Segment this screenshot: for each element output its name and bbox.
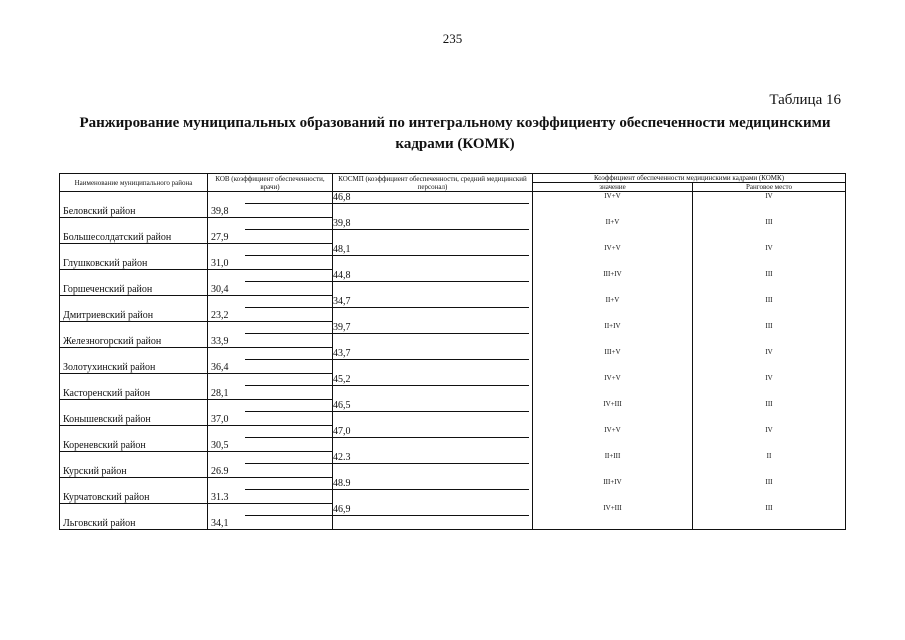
cell-kosmp bbox=[333, 244, 533, 270]
cell-kosmp-text: 47,0 bbox=[245, 426, 529, 438]
cell-kov: 34,1 bbox=[208, 504, 333, 530]
table-row bbox=[60, 400, 846, 426]
cell-kosmp-text: 46,9 bbox=[245, 504, 529, 516]
cell-rank: III bbox=[693, 270, 846, 296]
cell-kosmp-text: 39,8 bbox=[245, 218, 529, 230]
cell-kov: 39,8 bbox=[208, 192, 333, 218]
table-row bbox=[60, 374, 846, 400]
cell-rank: II bbox=[693, 452, 846, 478]
cell-komk-value: II+V bbox=[533, 296, 693, 322]
document-title bbox=[70, 113, 840, 155]
cell-district-name: Курчатовский район bbox=[60, 478, 208, 504]
cell-kov: 27,9 bbox=[208, 218, 333, 244]
cell-kov: 23,2 bbox=[208, 296, 333, 322]
cell-rank: IV bbox=[693, 426, 846, 452]
cell-kosmp-text: 34,7 bbox=[245, 296, 529, 308]
cell-district-name: Глушковский район bbox=[60, 244, 208, 270]
cell-kosmp-text: 48.9 bbox=[245, 478, 529, 490]
cell-komk-value: II+III bbox=[533, 452, 693, 478]
cell-kov: 36,4 bbox=[208, 348, 333, 374]
cell-komk-value: IV+III bbox=[533, 400, 693, 426]
cell-rank: III bbox=[693, 504, 846, 530]
title-line-2: кадрами (КОМК) bbox=[395, 136, 515, 152]
cell-komk-value: IV+V bbox=[533, 192, 693, 218]
cell-kosmp bbox=[333, 270, 533, 296]
table-body bbox=[60, 192, 846, 530]
cell-kov: 33,9 bbox=[208, 322, 333, 348]
cell-kosmp-text: 39,7 bbox=[245, 322, 529, 334]
table-row bbox=[60, 296, 846, 322]
cell-kosmp-text: 48,1 bbox=[245, 244, 529, 256]
title-line-1: Ранжирование муниципальных образований по интегральному коэффициенту обеспеченности медицинскими bbox=[79, 115, 831, 131]
cell-district-name: Касторенский район bbox=[60, 374, 208, 400]
cell-kosmp bbox=[333, 374, 533, 400]
table-row bbox=[60, 270, 846, 296]
table-row bbox=[60, 192, 846, 218]
cell-district-name: Льговский район bbox=[60, 504, 208, 530]
cell-rank: III bbox=[693, 218, 846, 244]
cell-komk-value: IV+V bbox=[533, 426, 693, 452]
cell-komk-value: III+IV bbox=[533, 478, 693, 504]
cell-kosmp-text: 45,2 bbox=[245, 374, 529, 386]
cell-kosmp bbox=[333, 426, 533, 452]
ranking-table bbox=[59, 173, 846, 530]
cell-rank: III bbox=[693, 296, 846, 322]
table-row bbox=[60, 478, 846, 504]
cell-district-name: Беловский район bbox=[60, 192, 208, 218]
cell-kov: 31.3 bbox=[208, 478, 333, 504]
cell-district-name: Железногорский район bbox=[60, 322, 208, 348]
cell-kov: 26.9 bbox=[208, 452, 333, 478]
table-row bbox=[60, 504, 846, 530]
cell-kosmp bbox=[333, 400, 533, 426]
table-label: Таблица 16 bbox=[769, 92, 841, 108]
table-row bbox=[60, 244, 846, 270]
header-komk: Коэффициент обеспеченности медицинскими кадрами (КОМК) bbox=[533, 174, 846, 183]
header-value: значение bbox=[533, 183, 693, 192]
cell-district-name: Кореневский район bbox=[60, 426, 208, 452]
cell-kosmp-text: 42.3 bbox=[245, 452, 529, 464]
header-name: Наименование муниципального района bbox=[60, 174, 208, 192]
cell-kosmp bbox=[333, 218, 533, 244]
cell-rank: III bbox=[693, 478, 846, 504]
cell-district-name: Конышевский район bbox=[60, 400, 208, 426]
table-row bbox=[60, 218, 846, 244]
cell-district-name: Курский район bbox=[60, 452, 208, 478]
table-row bbox=[60, 322, 846, 348]
cell-komk-value: IV+V bbox=[533, 244, 693, 270]
cell-kosmp bbox=[333, 192, 533, 218]
cell-kosmp bbox=[333, 296, 533, 322]
cell-rank: IV bbox=[693, 244, 846, 270]
cell-kosmp bbox=[333, 322, 533, 348]
cell-rank: IV bbox=[693, 192, 846, 218]
cell-kosmp bbox=[333, 504, 533, 530]
cell-kov: 30,4 bbox=[208, 270, 333, 296]
cell-komk-value: IV+V bbox=[533, 374, 693, 400]
cell-kov: 37,0 bbox=[208, 400, 333, 426]
cell-district-name: Большесолдатский район bbox=[60, 218, 208, 244]
cell-kosmp-text: 46,5 bbox=[245, 400, 529, 412]
cell-rank: III bbox=[693, 322, 846, 348]
header-rank: Ранговое место bbox=[693, 183, 846, 192]
cell-rank: IV bbox=[693, 374, 846, 400]
cell-kov: 30,5 bbox=[208, 426, 333, 452]
cell-kosmp bbox=[333, 478, 533, 504]
cell-district-name: Дмитриевский район bbox=[60, 296, 208, 322]
cell-kov: 31,0 bbox=[208, 244, 333, 270]
cell-komk-value: II+IV bbox=[533, 322, 693, 348]
cell-kosmp bbox=[333, 348, 533, 374]
cell-rank: IV bbox=[693, 348, 846, 374]
cell-kosmp-text: 46,8 bbox=[245, 192, 529, 204]
table-row bbox=[60, 348, 846, 374]
page-number: 235 bbox=[442, 31, 463, 46]
table-row bbox=[60, 452, 846, 478]
cell-kosmp bbox=[333, 452, 533, 478]
table-row bbox=[60, 426, 846, 452]
cell-kosmp-text: 43,7 bbox=[245, 348, 529, 360]
cell-komk-value: III+IV bbox=[533, 270, 693, 296]
cell-kosmp-text: 44,8 bbox=[245, 270, 529, 282]
cell-komk-value: II+V bbox=[533, 218, 693, 244]
header-kov: КОВ (коэффициент обеспеченности, врачи) bbox=[208, 174, 333, 192]
cell-komk-value: IV+III bbox=[533, 504, 693, 530]
cell-rank: III bbox=[693, 400, 846, 426]
header-kosmp: КОСМП (коэффициент обеспеченности, средний медицинский персонал) bbox=[333, 174, 533, 192]
cell-district-name: Горшеченский район bbox=[60, 270, 208, 296]
cell-kov: 28,1 bbox=[208, 374, 333, 400]
cell-district-name: Золотухинский район bbox=[60, 348, 208, 374]
cell-komk-value: III+V bbox=[533, 348, 693, 374]
